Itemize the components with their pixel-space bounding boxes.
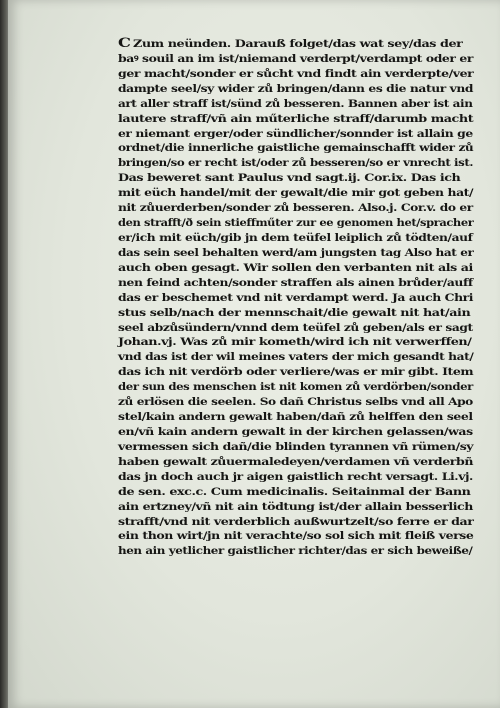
text-line [118,440,473,455]
text-line [118,350,473,365]
text-line-content: das ich nit verdörb oder verliere/was er mir gibt. Item [118,366,474,379]
text-line [118,380,473,395]
text-line [118,529,473,544]
text-line [118,112,473,127]
text-line [118,216,473,231]
text-line [118,186,473,201]
text-line-content: vermessen sich dañ/die blinden tyrannen vñ rümen/sy [118,440,474,453]
text-line [118,470,473,485]
text-line [118,335,471,350]
text-line-content: seel abzůsündern/vnnd dem teüfel zů geben/als er sagt [118,321,473,334]
text-line-content: ordnet/die innerliche gaistliche gemainschafft wider zů [118,142,474,155]
text-line-content: haben gewalt zůuermaledeyen/verdamen vñ verderbñ [118,455,474,468]
text-line [118,276,473,291]
text-line-content: den strafft/ð sein stieffműter zur ee genomen het/spracher [118,217,474,230]
text-line-content: zů erlösen die seelen. So dañ Christus selbs vnd all Apo [118,396,473,409]
text-line [118,37,462,52]
text-line-content: er/ich mit eüch/gib jn dem teüfel leiplich zů tödten/auf [118,231,473,244]
text-line-content: ein thon wirt/jn nit verachte/so sol sich mit fleiß verse [118,530,474,543]
text-line-content: art aller straff ist/sünd zů besseren. Bannen aber ist ain [118,97,473,110]
text-line-content: das jn doch auch jr aigen gaistlich recht versagt. Li.vj. [118,470,473,483]
text-line [118,500,473,515]
text-line [118,306,470,321]
text-line [118,82,473,97]
text-line [118,97,473,112]
text-line-content: nen feind achten/sonder straffen als ainen brůder/auff [118,276,473,289]
text-line [118,201,473,216]
text-line-content: Zum neünden. Darauß folget/das wat sey/das der [133,38,463,50]
text-line [118,291,473,306]
blackletter-text-block [118,37,473,559]
text-line-content: Das beweret sant Paulus vnd sagt.ij. Cor.ix. Das ich [118,172,461,185]
text-line [118,231,472,246]
text-line-content: lautere straff/vñ ain műterliche straff/darumb macht [118,112,474,125]
text-line-content: ain ertzney/vñ nit ain tödtung ist/der allain besserlich [118,500,473,513]
text-line-content: nit zůuerderben/sonder zů besseren. Also.j. Cor.v. do er [118,202,473,215]
text-line-content: stel/kain andern gewalt haben/dañ zů helffen den seel [118,411,473,424]
text-line [118,410,473,425]
text-line [118,67,473,82]
text-line [118,141,473,156]
book-page [8,0,500,708]
text-line-content: strafft/vnd nit verderblich außwurtzelt/so ferre er dar [118,515,474,528]
text-line-content: en/vñ kain andern gewalt in der kirchen gelassen/was [118,425,473,438]
text-line [118,425,473,440]
text-line [118,365,473,380]
text-line-content: vnd das ist der wil meines vaters der mich gesandt hat/ [118,351,474,364]
text-line [118,395,473,410]
text-line-content: der sun des menschen ist nit komen zů verdörben/sonder [118,381,473,394]
text-line [118,127,473,142]
text-line-content: Johan.vj. Was zů mir kometh/wird ich nit verwerffen/ [118,336,472,349]
text-line-content: auch oben gesagt. Wir sollen den verbanten nit als ai [118,261,473,274]
text-line [118,246,473,261]
text-line [118,261,473,276]
text-line-content: bringen/so er recht ist/oder zů besseren/so er vnrecht ist. [118,157,474,170]
text-line-content: de sen. exc.c. Cum medicinalis. Seitainmal der Bann [118,485,471,498]
text-line [118,171,460,186]
text-line [118,455,473,470]
text-line [118,52,473,67]
text-line-content: er niemant erger/oder sündlicher/sonnder ist allain ge [118,127,473,140]
text-line [118,485,471,500]
text-line-content: baꝰ souil an im ist/niemand verderpt/verdampt oder er [118,52,473,65]
text-line-content: mit eüch handel/mit der gewalt/die mir got geben hat/ [118,187,474,200]
text-line [118,156,473,171]
text-line [118,321,473,336]
text-line-content: hen ain yetlicher gaistlicher richter/das er sich beweiße/ [118,545,473,558]
text-line-content: stus selb/nach der mennschait/die gewalt nit hat/ain [118,306,471,319]
text-line-content: das er beschemet vnd nit verdampt werd. Ja auch Chri [118,291,474,304]
text-line-content: dampte seel/sy wider zů bringen/dann es die natur vnd [118,82,474,95]
text-line-content: ger macht/sonder er sůcht vnd findt ain verderpte/ver [118,67,474,80]
text-line-content: das sein seel behalten werd/am jungsten tag Also hat er [118,246,474,259]
text-line [118,515,473,530]
paragraph-mark: C [118,36,131,51]
text-line [118,544,472,559]
